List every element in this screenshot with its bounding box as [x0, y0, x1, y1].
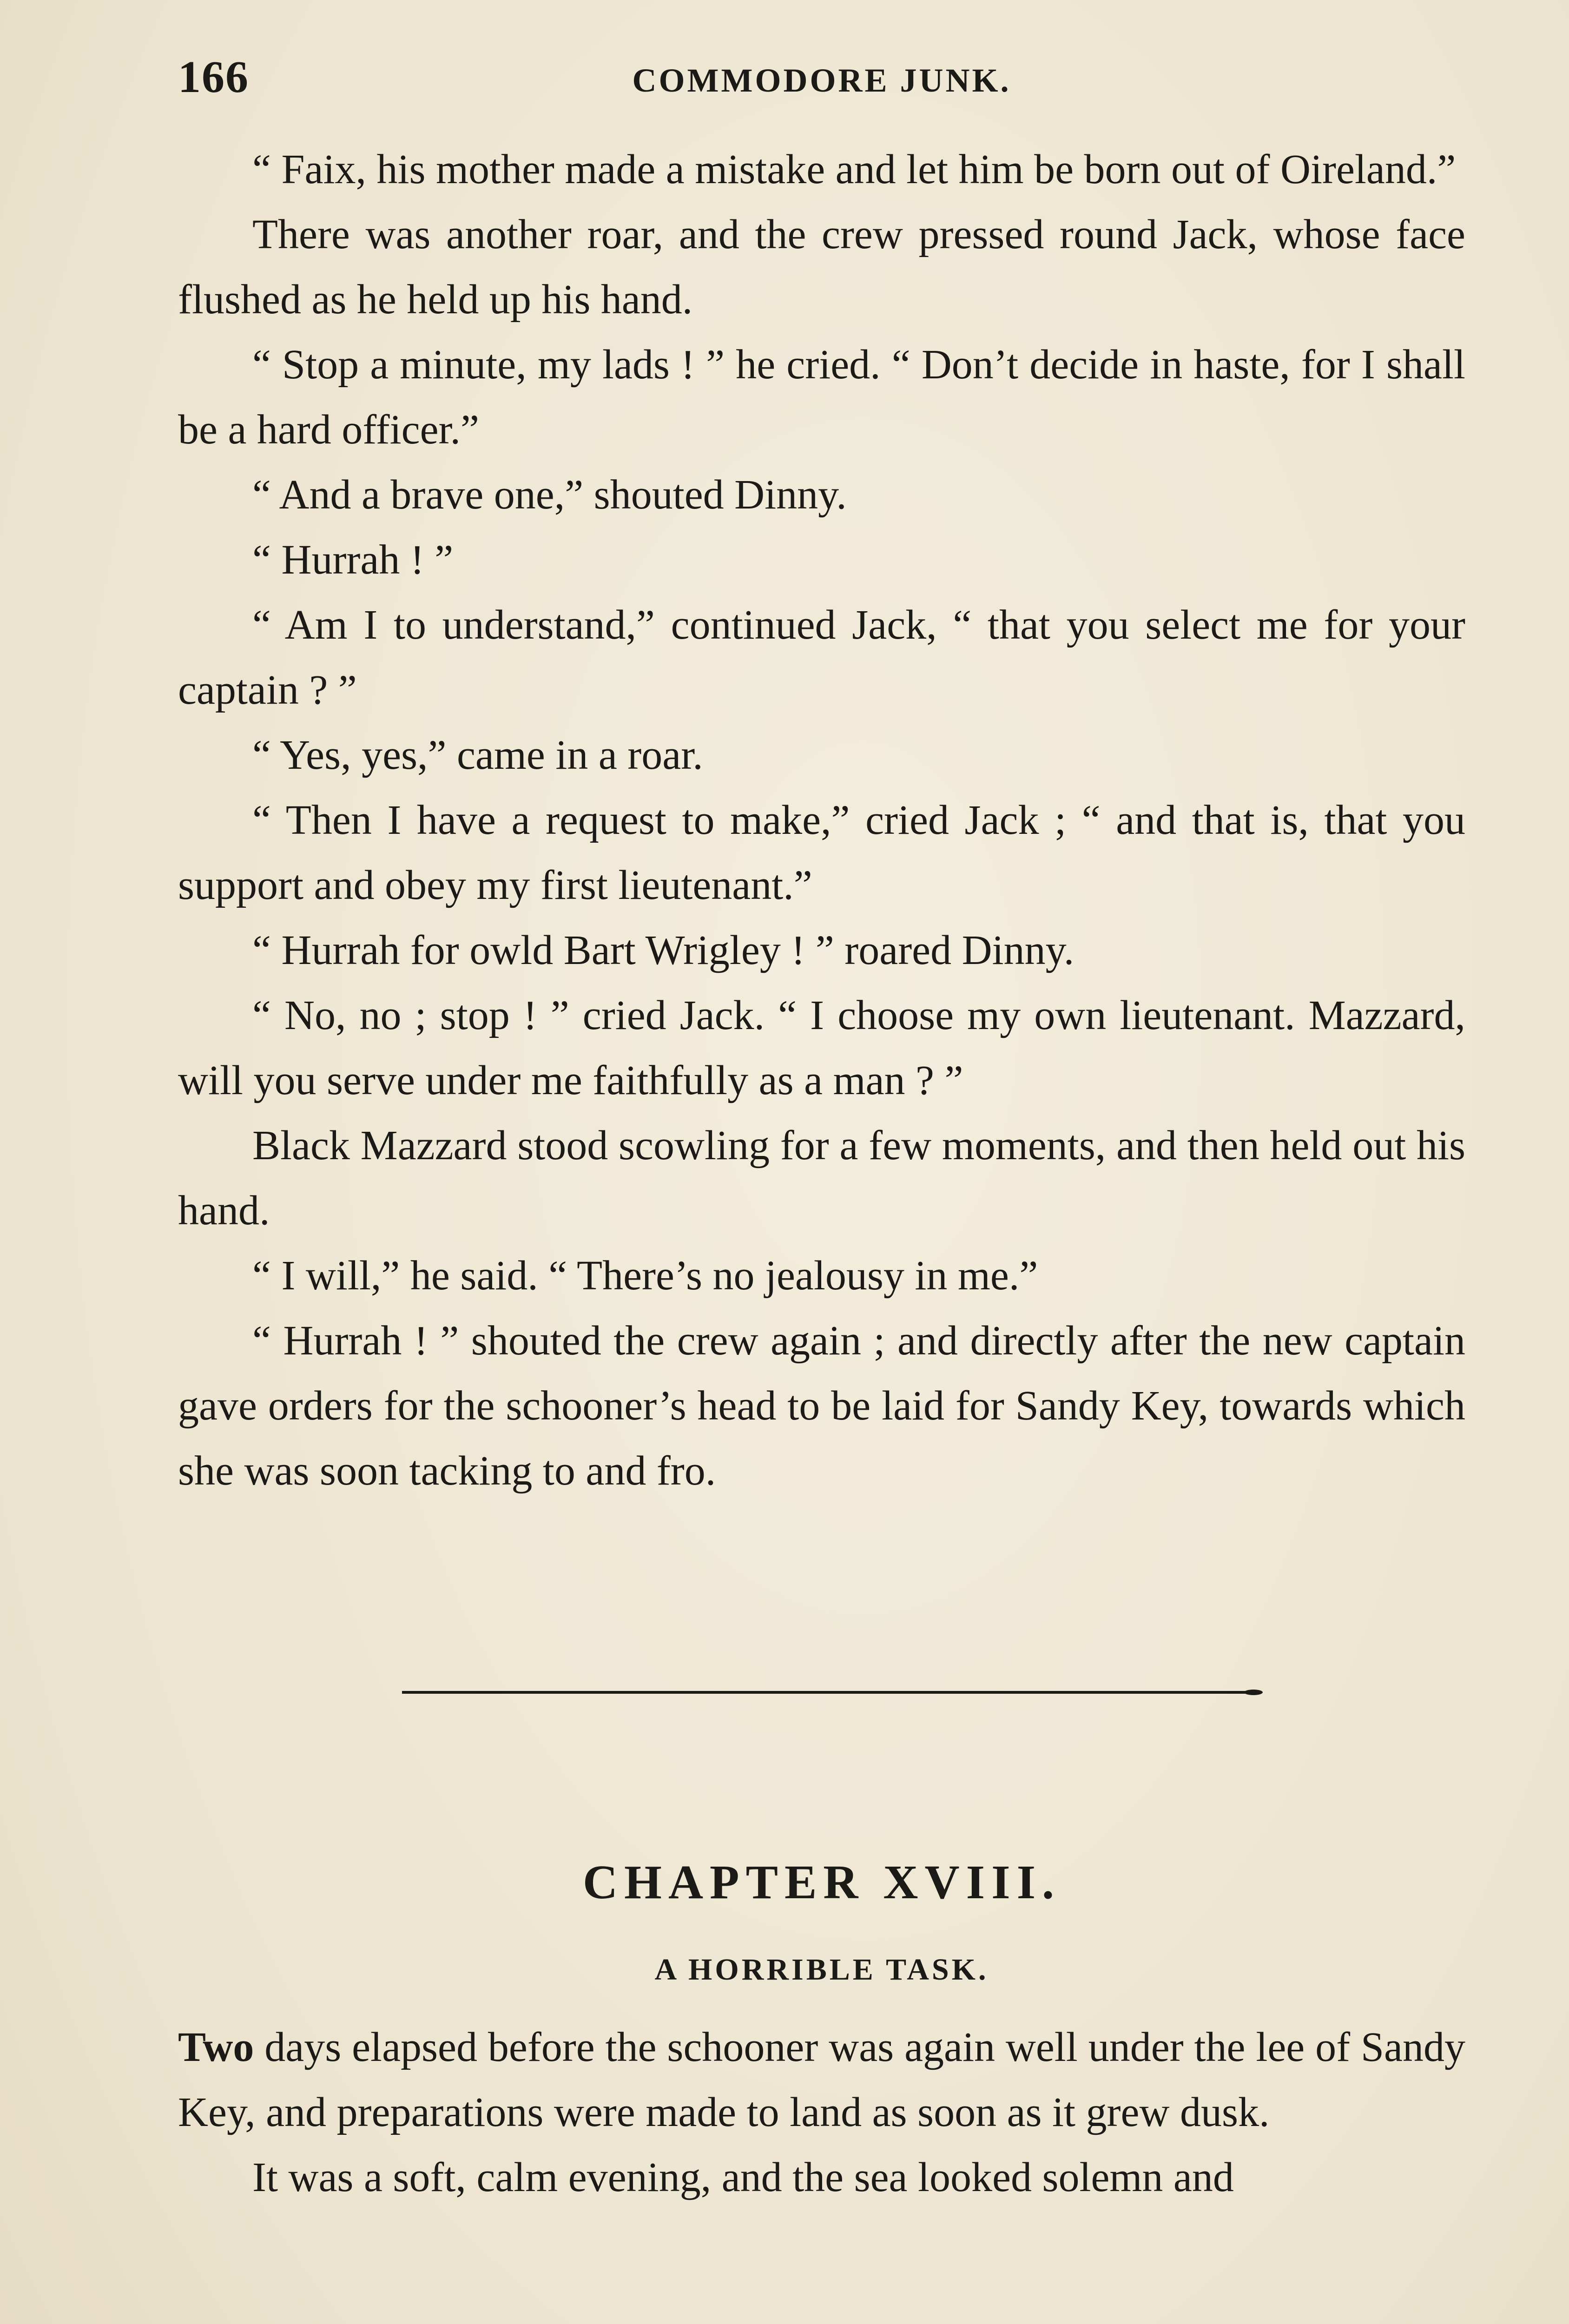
chapter-title: CHAPTER XVIII. [582, 1855, 1061, 1909]
paragraph: “ Stop a minute, my lads ! ” he cried. “ Don’t decide in haste, for I shall be a hard officer.” [178, 342, 1465, 453]
paragraph: “ And a brave one,” shouted Dinny. [252, 472, 847, 518]
paragraph: There was another roar, and the crew pressed round Jack, whose face flushed as he held up his hand. [178, 211, 1465, 323]
page-number: 166 [178, 52, 249, 102]
paragraph: “ Faix, his mother made a mistake and let him be born out of Oireland.” [252, 146, 1456, 192]
paragraph: It was a soft, calm evening, and the sea looked solemn and [252, 2154, 1234, 2200]
running-title: COMMODORE JUNK. [632, 62, 1011, 99]
chapter-divider-rule [402, 1691, 1253, 1694]
paragraph: Black Mazzard stood scowling for a few moments, and then held out his hand. [178, 1122, 1465, 1234]
paragraph: “ Hurrah for owld Bart Wrigley ! ” roared Dinny. [252, 927, 1075, 973]
paragraph: “ Hurrah ! ” [252, 537, 454, 583]
body-text-section-2 [178, 2015, 1465, 2210]
chapter-opening-paragraph [178, 2015, 1465, 2145]
paragraph: “ I will,” he said. “ There’s no jealousy in me.” [252, 1253, 1038, 1299]
chapter-opening-text: days elapsed before the schooner was again well under the lee of Sandy Key, and preparations were made to land as soon as it grew dusk. [178, 2024, 1465, 2135]
paragraph: “ Then I have a request to make,” cried Jack ; “ and that is, that you support and obey my first lieutenant.” [178, 797, 1465, 908]
page-header [178, 51, 1465, 107]
paragraph: “ Hurrah ! ” shouted the crew again ; and directly after the new captain gave orders for the schooner’s head to be laid for Sandy Key, towards which she was soon tacking to and fro. [178, 1318, 1465, 1494]
paragraph: “ No, no ; stop ! ” cried Jack. “ I choose my own lieutenant. Mazzard, will you serve under me faithfully as a man ? ” [178, 992, 1465, 1103]
paragraph: “ Am I to understand,” continued Jack, “ that you select me for your captain ? ” [178, 602, 1465, 713]
body-text-section-1 [178, 137, 1465, 1504]
chapter-subtitle: A HORRIBLE TASK. [654, 1953, 989, 1987]
chapter-first-word: Two [178, 2024, 254, 2070]
paragraph: “ Yes, yes,” came in a roar. [252, 732, 703, 778]
